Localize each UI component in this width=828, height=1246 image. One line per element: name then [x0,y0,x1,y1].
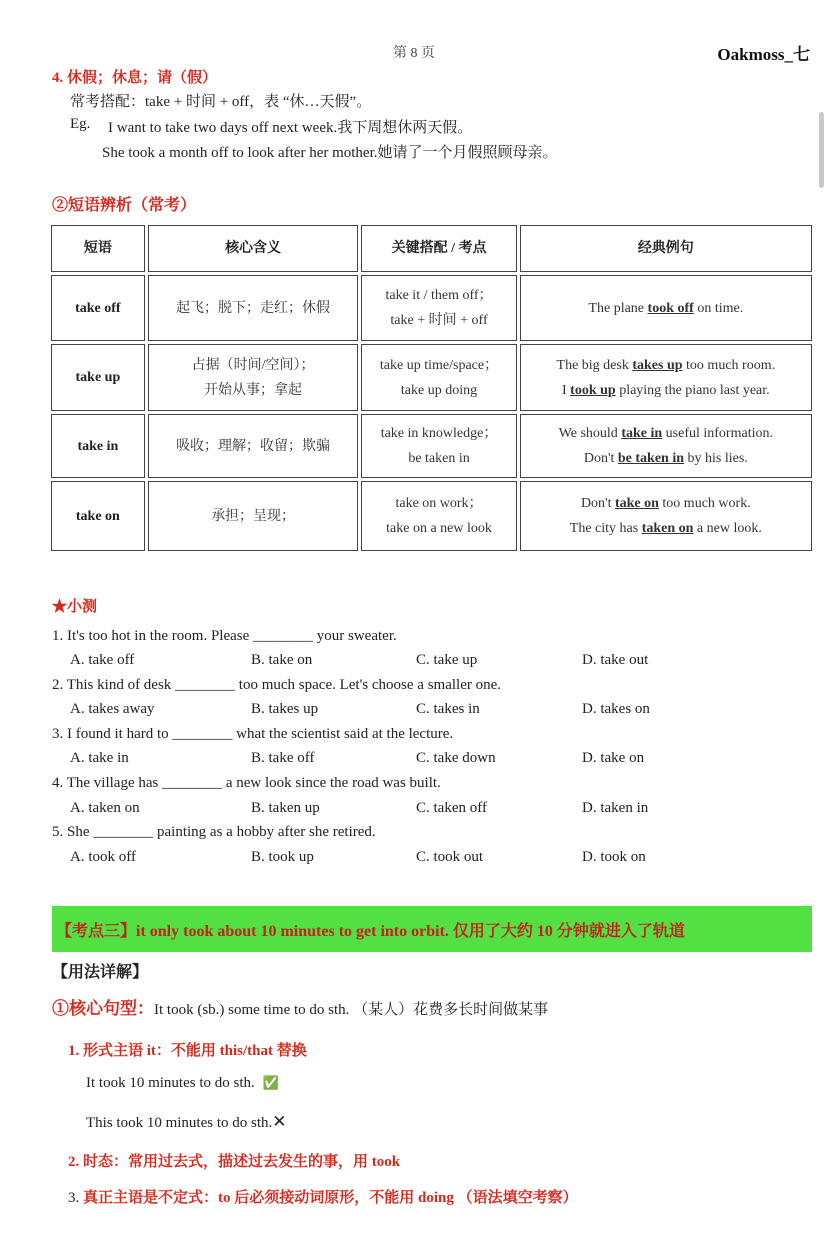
meaning-cell: 吸收；理解；收留；欺骗 [148,414,359,478]
table-row [51,275,812,341]
section-title: 4. 休假；休息；请（假） [52,70,218,86]
page-number: 第 8 页 [393,46,435,61]
table-row [51,344,812,411]
quiz-option: B. take off [251,750,315,766]
quiz-title: ★小测 [52,599,98,615]
quiz-question: 2. This kind of desk ________ too much space. Let's choose a smaller one. [52,677,502,693]
quiz-option: C. taken off [416,800,487,816]
quiz-option: C. take up [416,652,478,668]
quiz-option: A. take in [70,750,129,766]
example-sentence: I want to take two days off next week.我下周想休两天假。 [108,120,473,136]
collocation-cell: take it / them off； take + 时间 + off [361,275,516,341]
collocation-note: 常考搭配：take + 时间 + off，表 “休…天假”。 [70,94,372,110]
table-header-row [51,225,812,272]
brand-label: Oakmoss_七 [717,45,810,64]
col-header-phrase: 短语 [51,225,145,272]
quiz-option: B. takes up [251,701,319,717]
quiz-option: D. took on [582,849,646,865]
correct-example: It took 10 minutes to do sth. ✅ [86,1075,279,1091]
phrase-cell: take up [51,344,145,411]
core-text: It took (sb.) some time to do sth. （某人）花费多长时间做某事 [154,1002,549,1018]
quiz-option: B. took up [251,849,314,865]
quiz-option: B. take on [251,652,313,668]
quiz-option: D. take on [582,750,645,766]
analysis-title: ②短语辨析（常考） [52,197,197,214]
col-header-meaning: 核心含义 [148,225,359,272]
phrase-table [48,222,815,554]
quiz-option: D. taken in [582,800,649,816]
rule-3-text: 真正主语是不定式：to 后必须接动词原形，不能用 doing （语法填空考察） [83,1190,578,1206]
usage-title: 【用法详解】 [52,964,149,981]
example-cell: The plane took off on time. [520,275,812,341]
check-icon: ✅ [262,1075,279,1090]
quiz-question: 4. The village has ________ a new look since the road was built. [52,775,441,791]
quiz-option: A. took off [70,849,136,865]
table-row [51,481,812,551]
quiz-option: C. took out [416,849,484,865]
rule-3-number: 3. [68,1190,80,1206]
wrong-example: This took 10 minutes to do sth.✕ [86,1112,287,1132]
phrase-cell: take off [51,275,145,341]
phrase-cell: take in [51,414,145,478]
quiz-question: 5. She ________ painting as a hobby after she retired. [52,824,376,840]
rule-1: 1. 形式主语 it：不能用 this/that 替换 [68,1043,307,1059]
eg-label: Eg. [70,116,91,132]
example-cell: The big desk takes up too much room. I took up playing the piano last year. [520,344,812,411]
rule-3 [68,1186,578,1207]
example-sentence: She took a month off to look after her mother.她请了一个月假照顾母亲。 [102,145,558,161]
core-pattern [52,994,548,1019]
col-header-collocation: 关键搭配 / 考点 [361,225,516,272]
quiz-question: 1. It's too hot in the room. Please ________ your sweater. [52,628,397,644]
quiz-option: D. take out [582,652,649,668]
quiz-question: 3. I found it hard to ________ what the scientist said at the lecture. [52,726,454,742]
quiz-option: A. takes away [70,701,155,717]
quiz-option: A. taken on [70,800,140,816]
scrollbar-thumb[interactable] [819,112,824,188]
collocation-cell: take on work； take on a new look [361,481,516,551]
quiz-option: A. take off [70,652,135,668]
phrase-cell: take on [51,481,145,551]
meaning-cell: 起飞；脱下；走红；休假 [148,275,359,341]
quiz-option: C. take down [416,750,496,766]
example-cell: Don't take on too much work. The city has taken on a new look. [520,481,812,551]
meaning-cell: 占据（时间/空间）； 开始从事；拿起 [148,344,359,411]
collocation-cell: take in knowledge； be taken in [361,414,516,478]
rule-2: 2. 时态：常用过去式，描述过去发生的事，用 took [68,1154,401,1170]
core-label: ①核心句型： [52,999,154,1018]
meaning-cell: 承担；呈现； [148,481,359,551]
cross-icon: ✕ [272,1112,287,1132]
quiz-option: C. takes in [416,701,480,717]
col-header-example: 经典例句 [520,225,812,272]
example-cell: We should take in useful information. Don't be taken in by his lies. [520,414,812,478]
table-row [51,414,812,478]
quiz-option: B. taken up [251,800,320,816]
collocation-cell: take up time/space； take up doing [361,344,516,411]
point-banner-text: 【考点三】it only took about 10 minutes to get into orbit. 仅用了大约 10 分钟就进入了轨道 [56,923,685,940]
quiz-option: D. takes on [582,701,650,717]
